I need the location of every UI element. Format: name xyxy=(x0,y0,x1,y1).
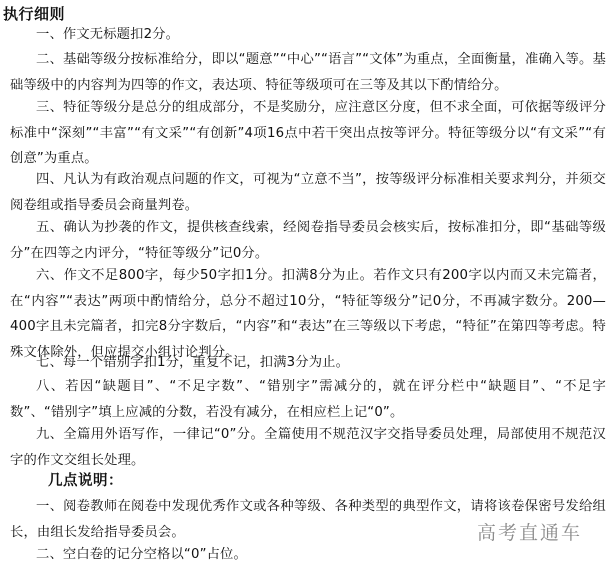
rule-7: 七、每一个错别字扣1分，重复不记，扣满3分为止。 xyxy=(36,355,350,370)
watermark: 高考直通车 xyxy=(476,522,582,544)
rule-3: 三、特征等级分是总分的组成部分，不是奖励分，应注意区分度，但不求全面，可依据等级评分标准中“深刻”“丰富”“有文采”“有创新”4项16点中若干突出点按等评分。特征等级分以“有文采”“有创意”为重点。 xyxy=(10,100,606,167)
note-2: 二、空白卷的记分空格以“0”占位。 xyxy=(36,547,247,562)
note-1: 一、阅卷教师在阅卷中发现优秀作文或各种等级、各种类型的典型作文，请将该卷保密号发给组长，由组长发给指导委员会。 xyxy=(10,499,606,540)
rule-5: 五、确认为抄袭的作文，提供核查线索，经阅卷指导委员会核实后，按标准扣分，即“基础等级分”在四等之内评分，“特征等级分”记0分。 xyxy=(10,220,606,261)
rule-9: 九、全篇用外语写作，一律记“0”分。全篇使用不规范汉字交指导委员处理，局部使用不规范汉字的作文交组长处理。 xyxy=(10,427,606,468)
notes-heading: 几点说明： xyxy=(48,473,123,489)
rule-8: 八、若因“缺题目”、“不足字数”、“错别字”需减分的，就在评分栏中“缺题目”、“不足字数”、“错别字”填上应减的分数，若没有减分，在相应栏上记“0”。 xyxy=(10,379,606,420)
rule-2: 二、基础等级分按标准给分，即以“题意”“中心”“语言”“文体”为重点，全面衡量，准确入等。基础等级中的内容判为四等的作文，表达项、特征等级项可在三等及其以下酌情给分。 xyxy=(10,52,606,93)
rule-6: 六、作文不足800字，每少50字扣1分。扣满8分为止。若作文只有200字以内而又未完篇者，在“内容”“表达”两项中酌情给分，总分不超过10分，“特征等级分”记0分，不再减字数分。200—400字且未完篇者，扣完8分字数后，“内容”和“表达”在三等级以下考虑，“特征”在第四等考虑。特殊文体除外，但应提交小组讨论判分。 xyxy=(10,268,606,360)
rule-4: 四、凡认为有政治观点问题的作文，可视为“立意不当”，按等级评分标准相关要求判分，并须交阅卷组或指导委员会商量判卷。 xyxy=(10,172,606,213)
section-heading: 执行细则 xyxy=(3,5,66,23)
rule-1: 一、作文无标题扣2分。 xyxy=(36,27,180,42)
